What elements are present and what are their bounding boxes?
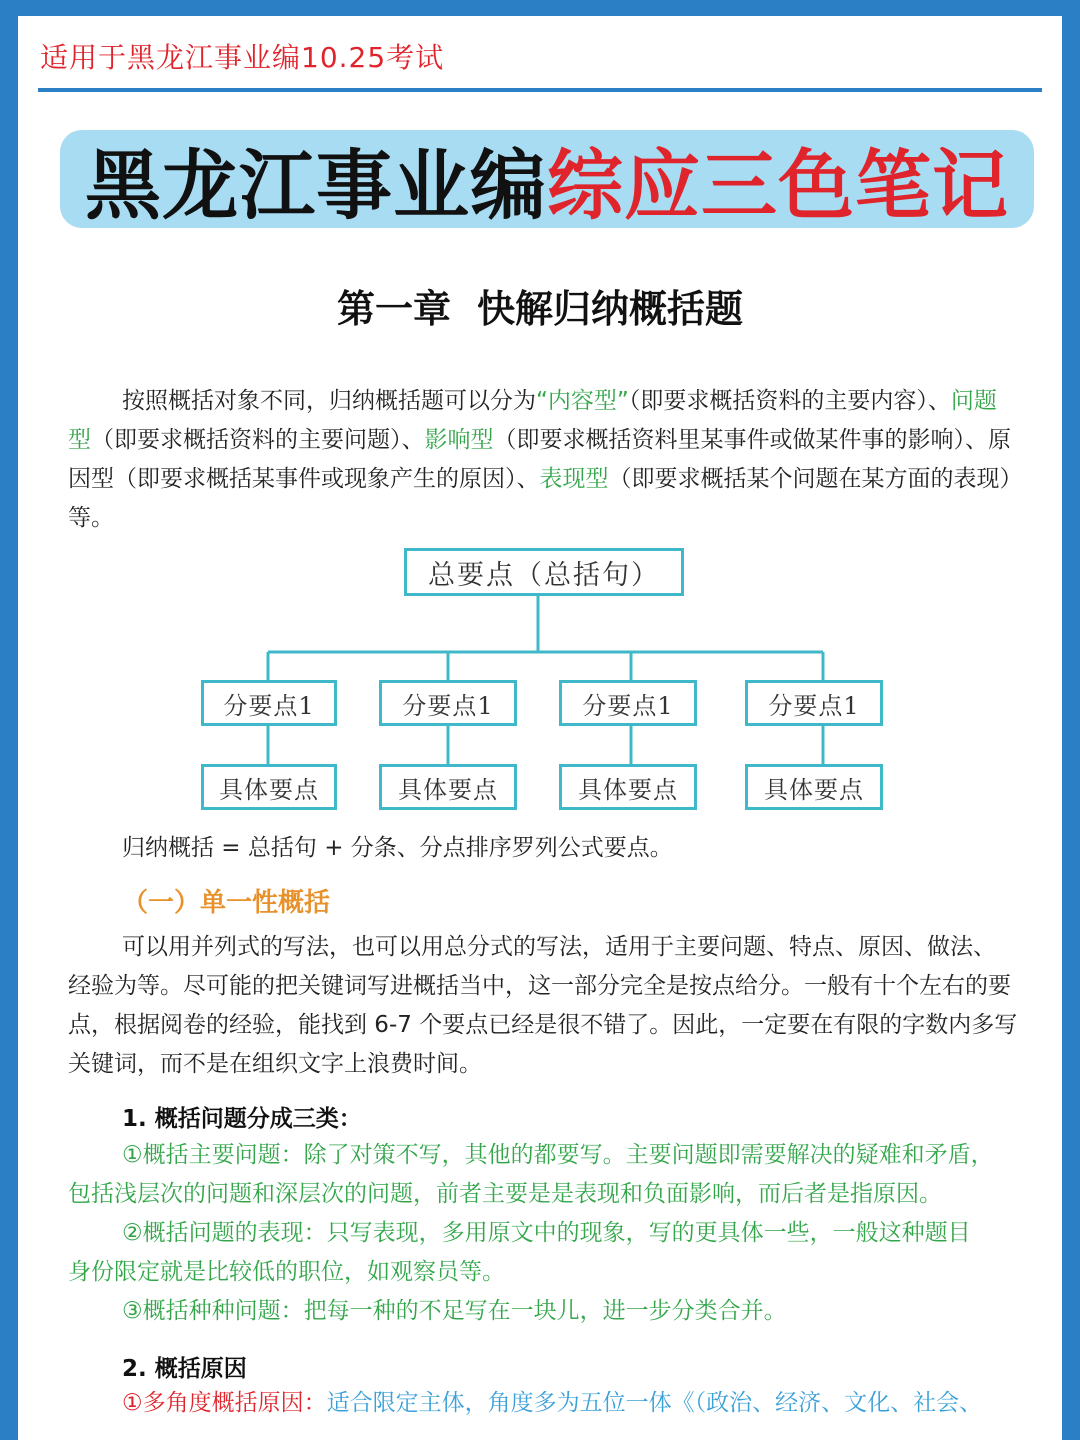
term-problem-type: 问题型 [68,388,997,453]
section-heading: （一）单一性概括 [122,888,331,918]
intro-text-2: （即要求概括资料的主要内容）、 [628,388,951,414]
divider [38,88,1042,92]
main-point-box: 总要点（总括句） [404,548,684,596]
intro-text-1: 按照概括对象不同，归纳概括题可以分为 [122,388,536,414]
section-body: 可以用并列式的写法，也可以用总分式的写法，适用于主要问题、特点、原因、做法、经验为等。尽可能的把关键词写进概括当中，这一部分完全是按点给分。一般有十个左右的要点，根据阅卷的经验，能找到 6-7 个要点已经是很不错了。因此，一定要在有限的字数内多写关键词，而不是在组织文字上浪费时间。 [68,934,1018,1077]
list-item-2a: ②概括问题的表现：只写表现，多用原文中的现象，写的更具体一些，一般这种题目 [122,1220,971,1246]
exam-label: 适用于黑龙江事业编10.25考试 [40,41,445,74]
list-heading-2: 2. 概括原因 [122,1356,247,1382]
note-page [18,16,1062,1440]
title-black: 黑龙江事业编 [85,140,547,230]
reason-text: 适合限定主体，角度多为五位一体《（政治、经济、文化、社会、 [326,1390,983,1416]
intro-text-5: （即要求概括某个问题在某方面的表现）等。 [68,466,1011,531]
detail-point-box: 具体要点 [201,764,337,810]
intro-text-4: （即要求概括资料里某事件或做某件事的影响）、原因型（即要求概括某事件或现象产生的原因）、 [68,427,1011,492]
formula-line: 归纳概括 = 总括句 + 分条、分点排序罗列公式要点。 [122,835,673,861]
chapter-name: 快解归纳概括题 [477,287,744,331]
chapter-number: 第一章 [336,287,451,331]
term-impact-type: 影响型 [424,427,494,453]
intro-text-3: （即要求概括资料的主要问题）、 [91,427,425,453]
detail-point-box: 具体要点 [379,764,517,810]
reason-label: ①多角度概括原因： [122,1390,327,1416]
list-item-2b: 身份限定就是比较低的职位，如观察员等。 [68,1259,505,1285]
term-content-type: “内容型” [536,388,629,414]
chapter-title [18,278,1062,333]
sub-point-box: 分要点1 [379,680,517,726]
detail-point-box: 具体要点 [745,764,883,810]
sub-point-box: 分要点1 [201,680,337,726]
sub-point-box: 分要点1 [559,680,697,726]
list-item-1b: 包括浅层次的问题和深层次的问题，前者主要是是表现和负面影响，而后者是指原因。 [68,1181,942,1207]
sub-point-box: 分要点1 [745,680,883,726]
intro-paragraph [68,382,1018,538]
list-item-3: ③概括种种问题：把每一种的不足写在一块儿，进一步分类合并。 [122,1298,787,1324]
term-manifestation-type: 表现型 [539,466,609,492]
reason-item-1 [122,1384,982,1423]
list-item-1a: ①概括主要问题：除了对策不写，其他的都要写。主要问题即需要解决的疑难和矛盾， [122,1142,994,1168]
title-banner [60,130,1034,228]
detail-point-box: 具体要点 [559,764,697,810]
list-heading-1: 1. 概括问题分成三类： [122,1106,362,1132]
title-red: 综应三色笔记 [547,140,1009,230]
